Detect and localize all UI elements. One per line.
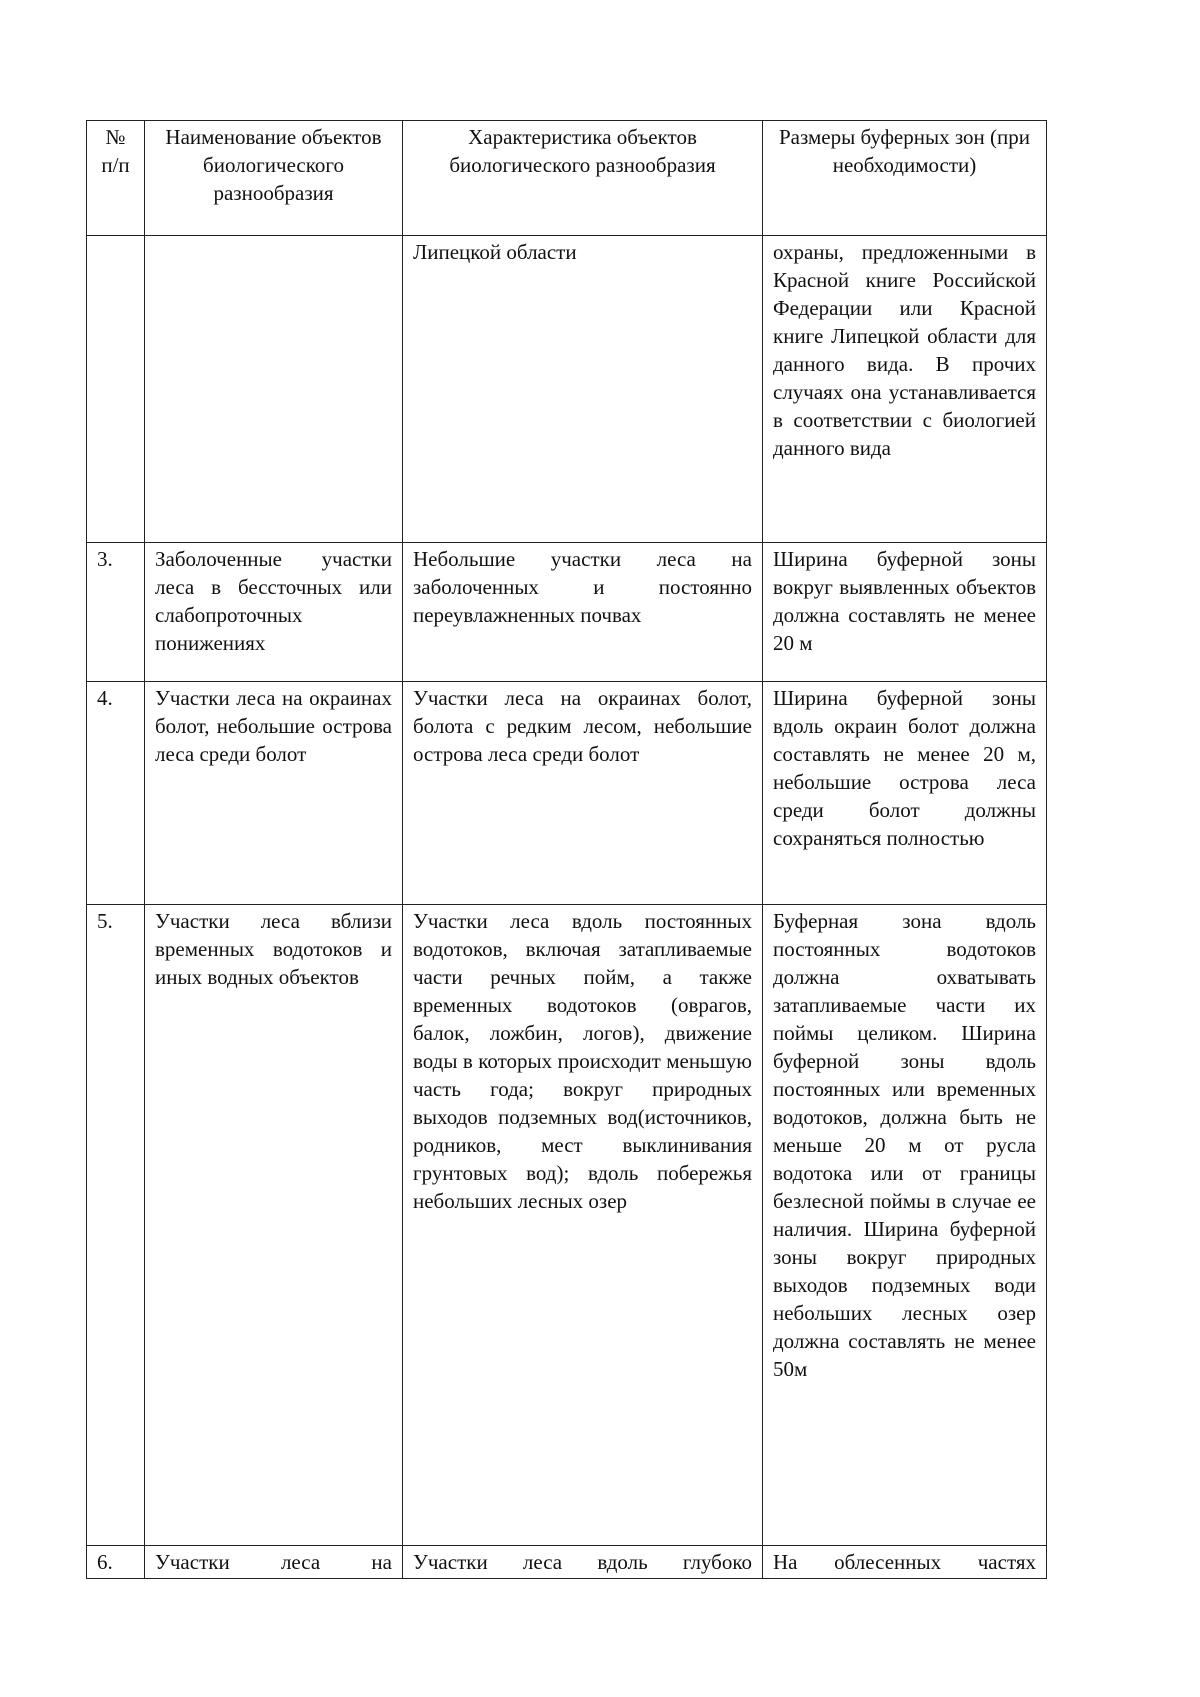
- row-number: 3.: [87, 543, 145, 682]
- row-buffer-size: Ширина буферной зоны вокруг выявленных объектов должна составлять не менее 20 м: [763, 543, 1047, 682]
- row-number: 4.: [87, 682, 145, 905]
- header-number: № п/п: [87, 121, 145, 236]
- row-object-name: Участки леса вблизи временных водотоков и иных водных объектов: [145, 905, 403, 1546]
- table-row: [87, 905, 1047, 1546]
- row-object-name: Участки леса на окраинах болот, небольшие острова леса среди болот: [145, 682, 403, 905]
- row-characteristic: Участки леса вдоль постоянных водотоков, включая затапливаемые части речных пойм, а также временных водотоков (оврагов, балок, ложбин, логов), движение воды в которых происходит меньшую часть года; вокруг природных выходов подземных вод(источников, родников, мест выклинивания грунтовых вод); вдоль побережья небольших лесных озер: [403, 905, 763, 1546]
- row-buffer-size: Ширина буферной зоны вдоль окраин болот должна составлять не менее 20 м, небольшие острова леса среди болот должны сохраняться полностью: [763, 682, 1047, 905]
- row-object-name: Заболоченные участки леса в бессточных или слабопроточных понижениях: [145, 543, 403, 682]
- row-characteristic: Участки леса на окраинах болот, болота с редким лесом, небольшие острова леса среди болот: [403, 682, 763, 905]
- row-characteristic: Небольшие участки леса на заболоченных и постоянно переувлажненных почвах: [403, 543, 763, 682]
- row-characteristic: Участки леса вдоль глубоко: [403, 1546, 763, 1579]
- row-buffer-size: На облесенных частях: [763, 1546, 1047, 1579]
- table-row: [87, 236, 1047, 543]
- table-row: [87, 682, 1047, 905]
- row-object-name: Участки леса на: [145, 1546, 403, 1579]
- header-characteristic: Характеристика объектов биологического разнообразия: [403, 121, 763, 236]
- row-characteristic: Липецкой области: [403, 236, 763, 543]
- row-object-name: [145, 236, 403, 543]
- table-row: [87, 1546, 1047, 1579]
- row-number: 6.: [87, 1546, 145, 1579]
- row-buffer-size: Буферная зона вдоль постоянных водотоков должна охватывать затапливаемые части их поймы целиком. Ширина буферной зоны вдоль постоянных или временных водотоков, должна быть не меньше 20 м от русла водотока или от границы безлесной поймы в случае ее наличия. Ширина буферной зоны вокруг природных выходов подземных води небольших лесных озер должна составлять не менее 50м: [763, 905, 1047, 1546]
- table-header-row: [87, 121, 1047, 236]
- biodiversity-buffer-table: [86, 120, 1047, 1579]
- row-buffer-size: охраны, предложенными в Красной книге Российской Федерации или Красной книге Липецкой области для данного вида. В прочих случаях она устанавливается в соответствии с биологией данного вида: [763, 236, 1047, 543]
- row-number: 5.: [87, 905, 145, 1546]
- header-object-name: Наименование объектов биологического разнообразия: [145, 121, 403, 236]
- row-number: [87, 236, 145, 543]
- table-row: [87, 543, 1047, 682]
- header-buffer-size: Размеры буферных зон (при необходимости): [763, 121, 1047, 236]
